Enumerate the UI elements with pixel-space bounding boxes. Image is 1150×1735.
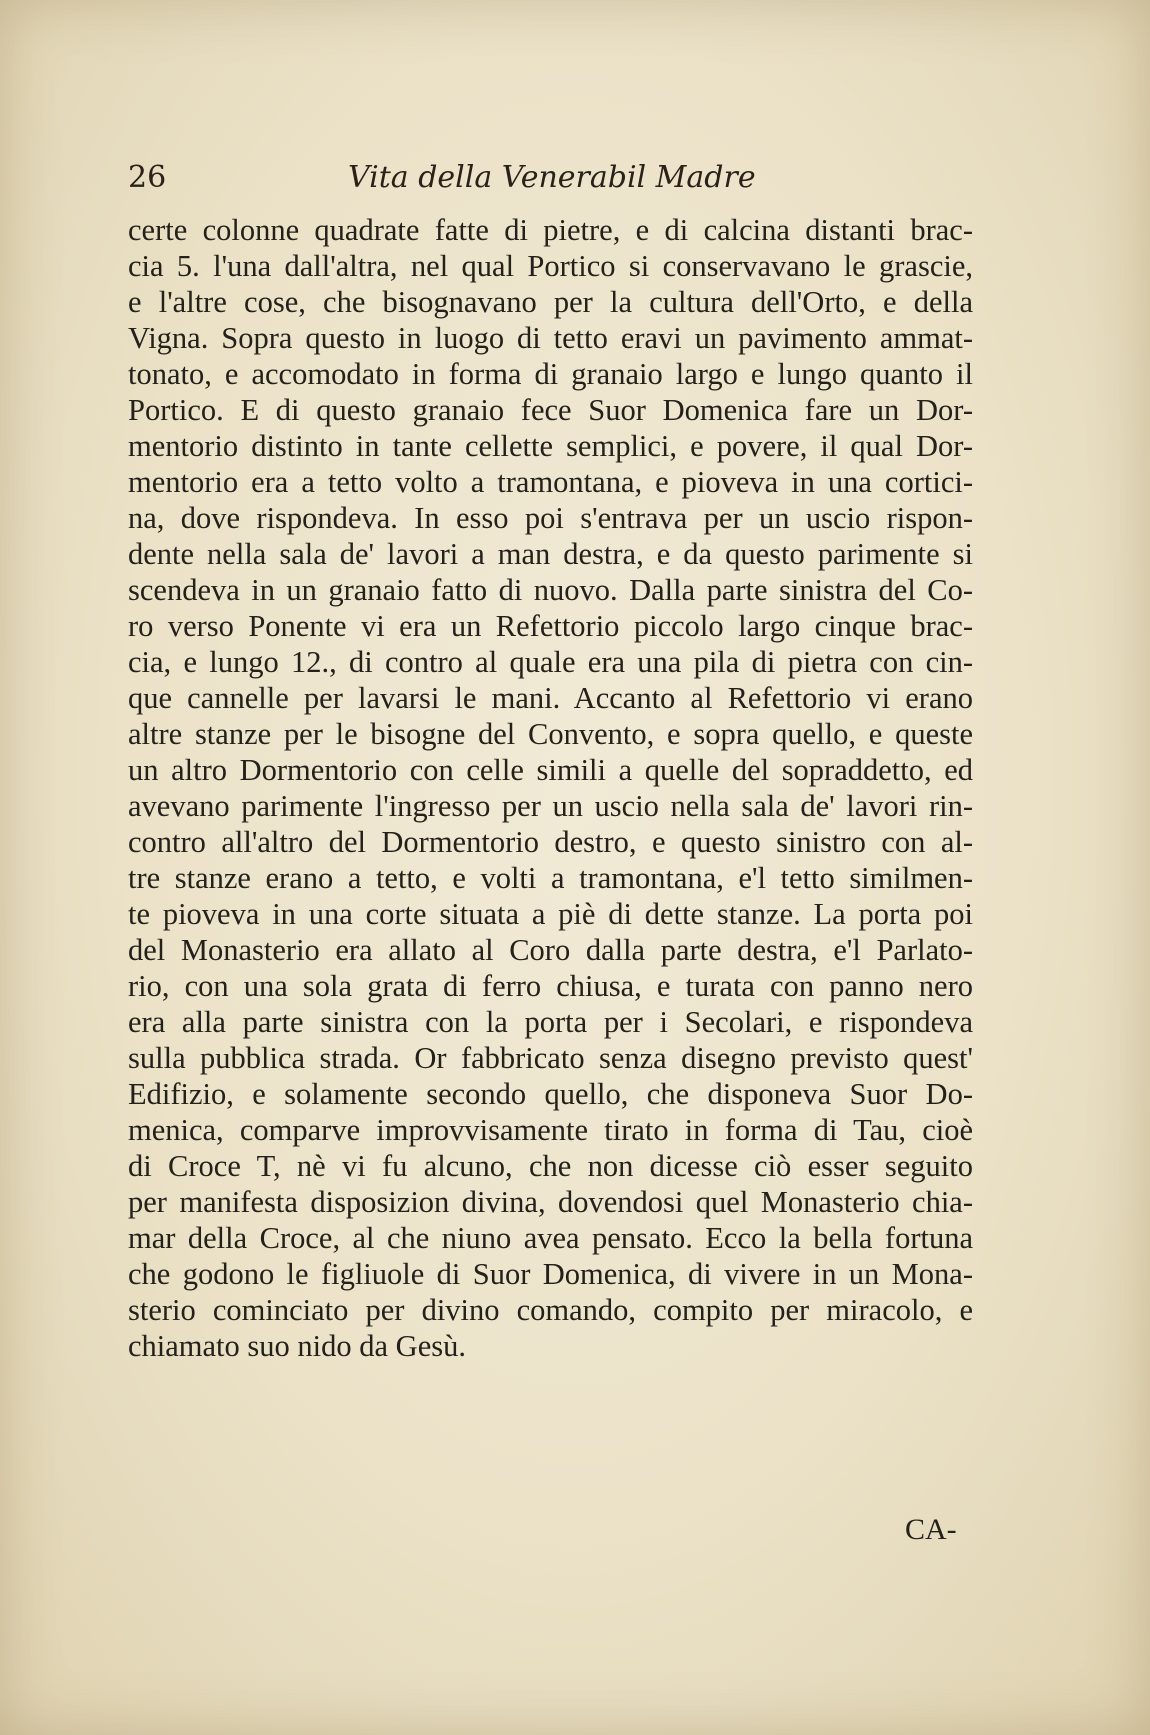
text-line: mentorio distinto in tante cellette semplici, e povere, il qual Dor- [128, 429, 973, 463]
text-line: contro all'altro del Dormentorio destro, e questo sinistro con al- [128, 825, 973, 859]
body-text [128, 212, 973, 1364]
text-line: dente nella sala de' lavori a man destra, e da questo parimente si [128, 537, 973, 571]
text-line: e l'altre cose, che bisognavano per la cultura dell'Orto, e della [128, 285, 973, 319]
text-line: sulla pubblica strada. Or fabbricato senza disegno previsto quest' [128, 1041, 973, 1075]
text-line: era alla parte sinistra con la porta per i Secolari, e rispondeva [128, 1005, 973, 1039]
text-line: menica, comparve improvvisamente tirato in forma di Tau, cioè [128, 1113, 973, 1147]
text-line: per manifesta disposizion divina, dovendosi quel Monasterio chia- [128, 1185, 973, 1219]
text-line: avevano parimente l'ingresso per un uscio nella sala de' lavori rin- [128, 789, 973, 823]
text-line: Edifizio, e solamente secondo quello, che disponeva Suor Do- [128, 1077, 973, 1111]
text-line: un altro Dormentorio con celle simili a quelle del sopraddetto, ed [128, 753, 973, 787]
text-line: cia 5. l'una dall'altra, nel qual Portico si conservavano le grascie, [128, 249, 973, 283]
text-line: sterio cominciato per divino comando, compito per miracolo, e [128, 1293, 973, 1327]
text-line: Portico. E di questo granaio fece Suor Domenica fare un Dor- [128, 393, 973, 427]
text-line: mar della Croce, al che niuno avea pensato. Ecco la bella fortuna [128, 1221, 973, 1255]
text-line: certe colonne quadrate fatte di pietre, e di calcina distanti brac- [128, 213, 973, 247]
text-line: ro verso Ponente vi era un Refettorio piccolo largo cinque brac- [128, 609, 973, 643]
text-line: Vigna. Sopra questo in luogo di tetto eravi un pavimento ammat- [128, 321, 973, 355]
text-line: cia, e lungo 12., di contro al quale era una pila di pietra con cin- [128, 645, 973, 679]
text-line: na, dove rispondeva. In esso poi s'entrava per un uscio rispon- [128, 501, 973, 535]
text-line: di Croce T, nè vi fu alcuno, che non dicesse ciò esser seguito [128, 1149, 973, 1183]
text-line: altre stanze per le bisogne del Convento, e sopra quello, e queste [128, 717, 973, 751]
catchword: CA- [905, 1513, 957, 1546]
page-header [128, 160, 768, 204]
page-number: 26 [128, 160, 167, 195]
text-line: del Monasterio era allato al Coro dalla parte destra, e'l Parlato- [128, 933, 973, 967]
show-through-text [150, 1360, 970, 1600]
text-line: chiamato suo nido da Gesù. [128, 1329, 466, 1363]
text-line: te pioveva in una corte situata a piè di dette stanze. La porta poi [128, 897, 973, 931]
text-line: scendeva in un granaio fatto di nuovo. Dalla parte sinistra del Co- [128, 573, 973, 607]
running-title: Vita della Venerabil Madre [348, 160, 756, 195]
text-line: tonato, e accomodato in forma di granaio largo e lungo quanto il [128, 357, 973, 391]
text-line: che godono le figliuole di Suor Domenica, di vivere in un Mona- [128, 1257, 973, 1291]
text-line: que cannelle per lavarsi le mani. Accanto al Refettorio vi erano [128, 681, 973, 715]
text-line: tre stanze erano a tetto, e volti a tramontana, e'l tetto similmen- [128, 861, 973, 895]
text-line: rio, con una sola grata di ferro chiusa, e turata con panno nero [128, 969, 973, 1003]
text-line: mentorio era a tetto volto a tramontana, e pioveva in una cortici- [128, 465, 973, 499]
